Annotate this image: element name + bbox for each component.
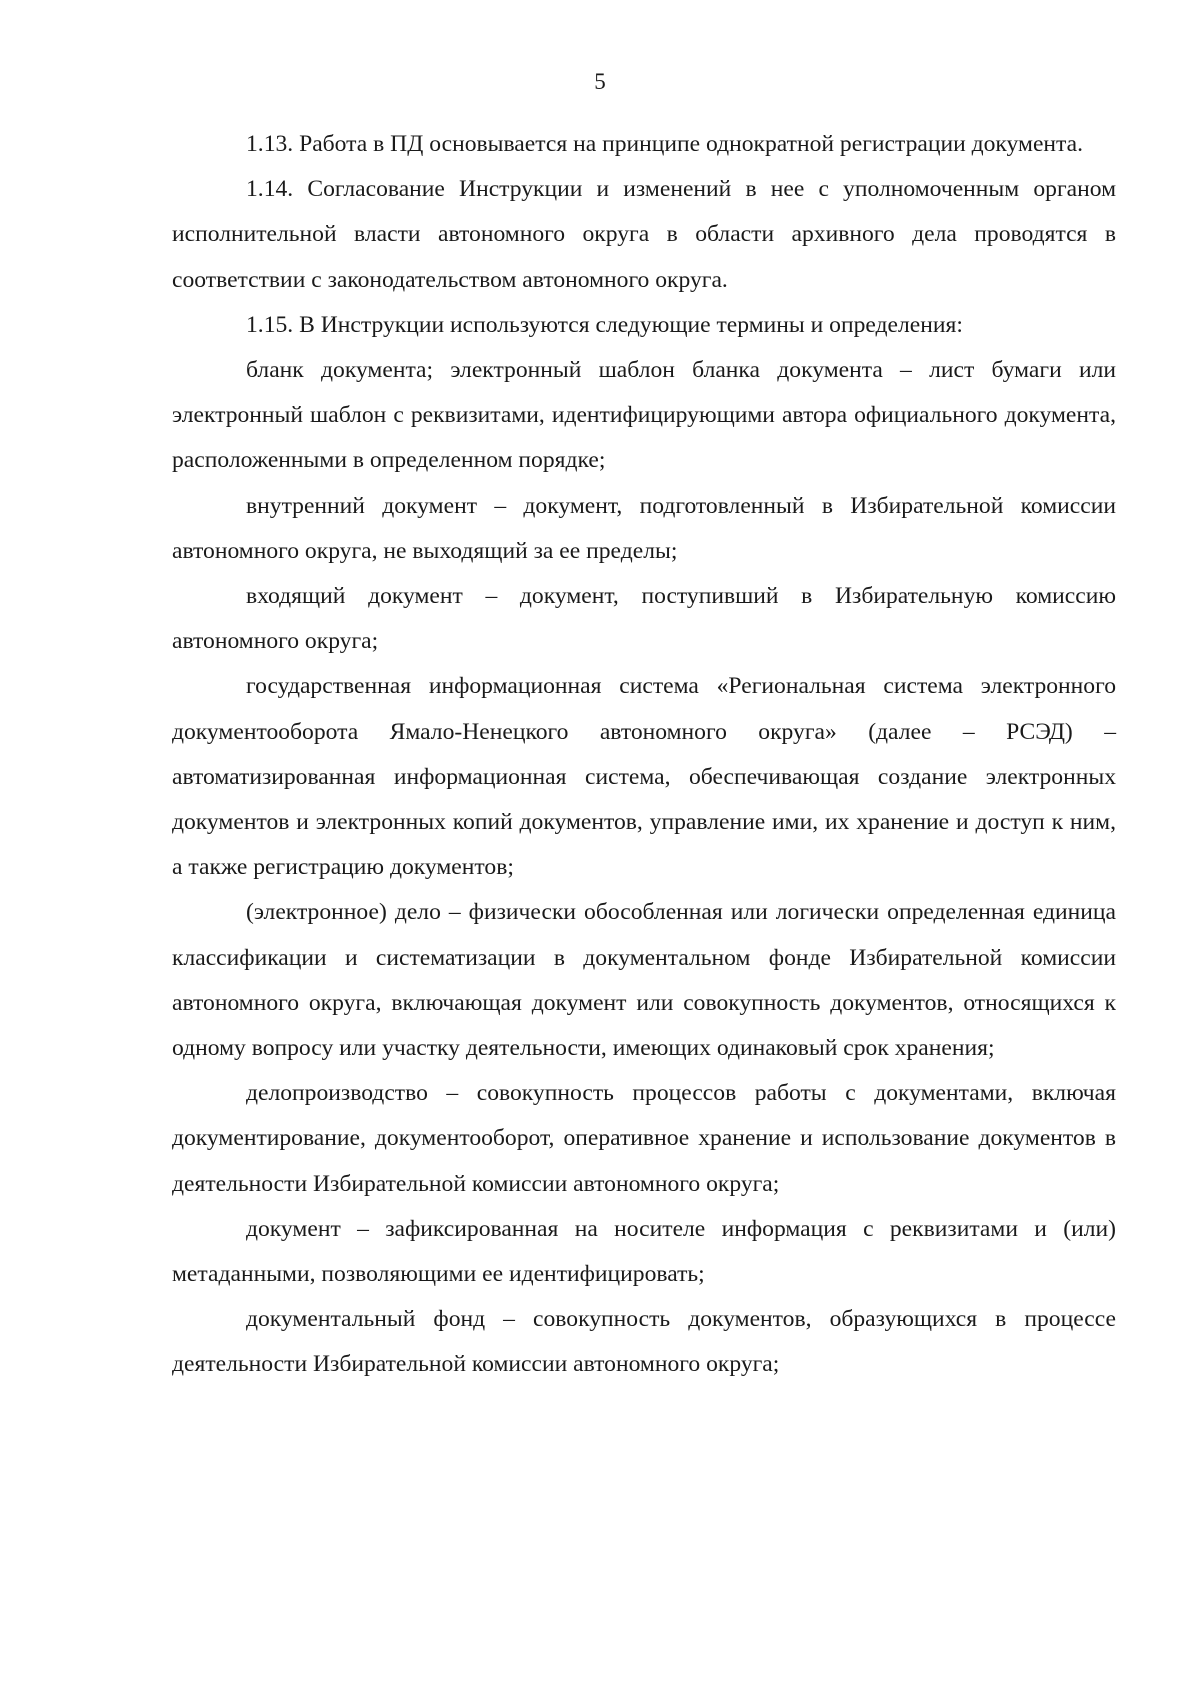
- definition-incoming-document: входящий документ – документ, поступивший в Избирательную комиссию автономного округа;: [172, 583, 1116, 655]
- definition-internal-document: внутренний документ – документ, подготовленный в Избирательной комиссии автономного округа, не выходящий за ее пределы;: [172, 492, 1116, 564]
- definition-electronic-case: (электронное) дело – физически обособленная или логически определенная единица классификации и систематизации в документальном фонде Избирательной комиссии автономного округа, включающая документ или совокупность документов, относящихся к одному вопросу или участку деятельности, имеющих одинаковый срок хранения;: [172, 899, 1116, 1062]
- paragraph-1-13: 1.13. Работа в ПД основывается на принципе однократной регистрации документа.: [246, 131, 1084, 157]
- document-body: [172, 122, 1116, 1388]
- definition-document: документ – зафиксированная на носителе информация с реквизитами и (или) метаданными, позволяющими ее идентифицировать;: [172, 1215, 1116, 1288]
- definition-blank-document: бланк документа; электронный шаблон бланка документа – лист бумаги или электронный шаблон с реквизитами, идентифицирующими автора официального документа, расположенными в определенном порядке;: [172, 357, 1116, 474]
- definition-documentary-fund: документальный фонд – совокупность документов, образующихся в процессе деятельности Избирательной комиссии автономного округа;: [172, 1306, 1116, 1378]
- page-number: 5: [594, 69, 606, 94]
- definition-records-management: делопроизводство – совокупность процессов работы с документами, включая документирование, документооборот, оперативное хранение и использование документов в деятельности Избирательной комиссии автономного округа;: [172, 1080, 1116, 1197]
- paragraph-1-14: 1.14. Согласование Инструкции и изменений в нее с уполномоченным органом исполнительной власти автономного округа в области архивного дела проводятся в соответствии с законодательством автономного округа.: [172, 176, 1116, 293]
- paragraph-1-15: 1.15. В Инструкции используются следующие термины и определения:: [246, 311, 963, 338]
- definition-rsed: государственная информационная система «Региональная система электронного документооборота Ямало-Ненецкого автономного округа» (далее – РСЭД) – автоматизированная информационная система, обеспечивающая создание электронных документов и электронных копий документов, управление ими, их хранение и доступ к ним, а также регистрацию документов;: [172, 673, 1116, 881]
